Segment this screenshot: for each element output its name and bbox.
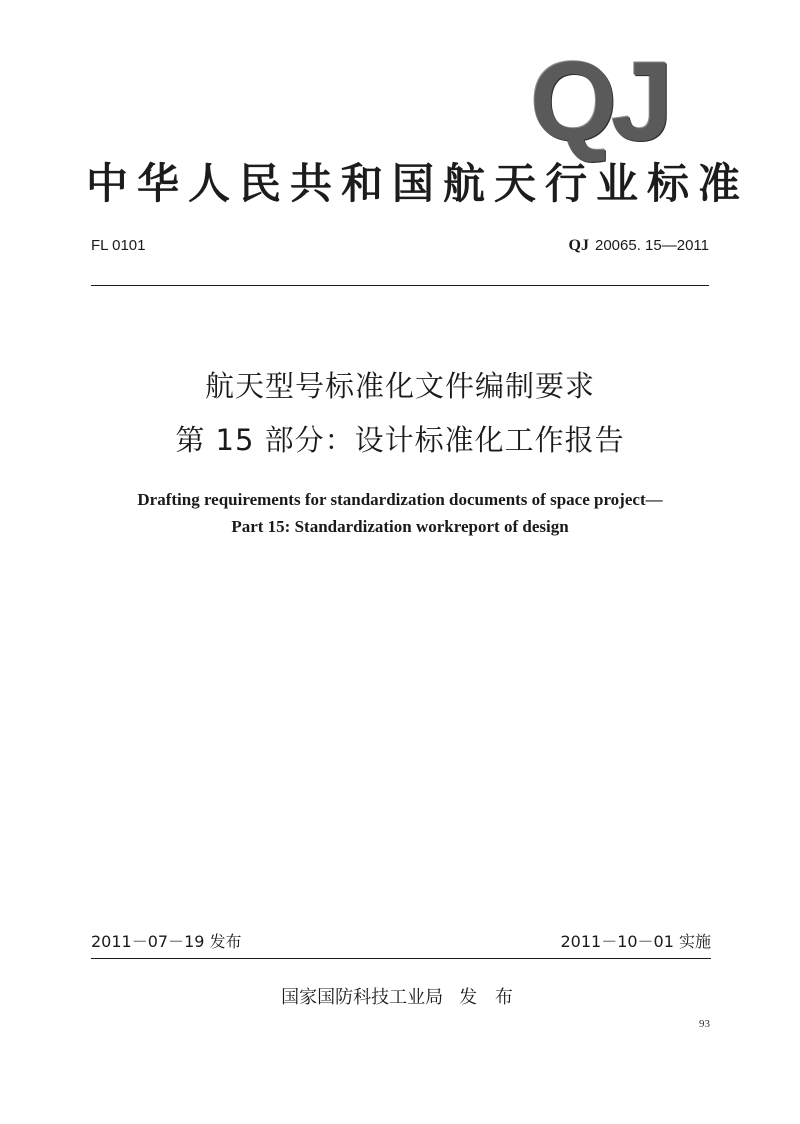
standard-meta-row	[91, 232, 709, 258]
effective-date: 2011－10－01 实施	[560, 931, 711, 951]
standard-number-value: 20065. 15—2011	[595, 236, 709, 254]
page-number: 93	[699, 1018, 710, 1030]
document-title-cn-line1: 航天型号标准化文件编制要求	[204, 369, 595, 403]
publisher-name: 国家国防科技工业局	[281, 987, 444, 1008]
header-divider	[91, 285, 709, 286]
standard-category-title: 中华人民共和国航天行业标准	[86, 159, 750, 208]
standard-number-prefix: QJ	[568, 236, 589, 254]
document-title-en-line1: Drafting requirements for standardization documents of space project—	[137, 490, 663, 509]
document-title-en-line2: Part 15: Standardization workreport of design	[231, 517, 569, 536]
issue-date: 2011－07－19 发布	[91, 931, 242, 951]
qj-logo: QJ	[530, 39, 668, 164]
publisher-line	[250, 985, 550, 1011]
standard-number	[569, 236, 709, 255]
publisher-action: 发 布	[459, 987, 519, 1008]
footer-divider	[91, 958, 711, 959]
classification-code: FL 0101	[91, 236, 146, 254]
document-title-cn-line2: 第 15 部分：设计标准化工作报告	[175, 423, 625, 457]
dates-row	[91, 927, 711, 953]
